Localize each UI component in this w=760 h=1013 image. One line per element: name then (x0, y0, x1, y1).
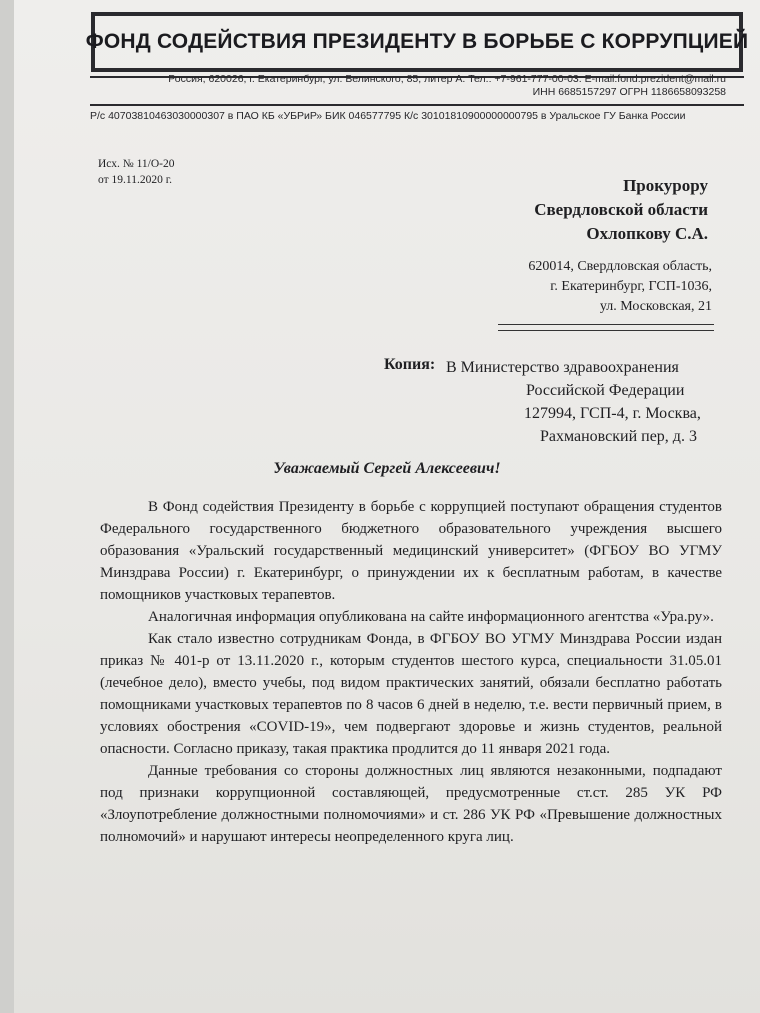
bank-rule (90, 104, 744, 106)
reference-number: Исх. № 11/О-20 (98, 158, 175, 170)
organization-title: ФОНД СОДЕЙСТВИЯ ПРЕЗИДЕНТУ В БОРЬБЕ С КОРРУПЦИЕЙ (85, 30, 749, 53)
outgoing-reference (98, 156, 175, 188)
copy-line: Рахмановский пер, д. 3 (540, 428, 697, 445)
letterhead-frame (85, 12, 749, 72)
letter-body (100, 496, 722, 848)
recipient-address-line: ул. Московская, 21 (599, 299, 712, 314)
address-double-rule (498, 324, 714, 331)
organization-registration-ids: ИНН 6685157297 ОГРН 1186658093258 (532, 86, 726, 98)
copy-line: В Министерство здравоохранения (446, 359, 679, 376)
letter-page (14, 0, 760, 1013)
bank-details: Р/с 40703810463030000307 в ПАО КБ «УБРиР» БИК 046577795 К/с 30101810900000000795 в Уральское ГУ Банка России (90, 110, 686, 122)
salutation: Уважаемый Сергей Алексеевич! (273, 460, 501, 477)
recipient-region: Свердловской области (534, 200, 708, 219)
reference-date: от 19.11.2020 г. (98, 174, 172, 186)
body-paragraph: Данные требования со стороны должностных лиц являются незаконными, подпадают под признаки коррупционной составляющей, предусмотренные ст.ст. 285 УК РФ «Злоупотребление должностными полномочиями» и ст. 286 УК РФ «Превышение должностных полномочий» и нарушают интересы неопределенного круга лиц. (100, 763, 722, 845)
copy-line: 127994, ГСП-4, г. Москва, (524, 405, 701, 422)
recipient-address (528, 257, 712, 317)
copy-line: Российской Федерации (526, 382, 685, 399)
recipient-address-line: г. Екатеринбург, ГСП-1036, (550, 279, 712, 294)
organization-contacts (168, 73, 726, 99)
recipient-address-line: 620014, Свердловская область, (528, 259, 712, 274)
recipient-block (534, 174, 708, 246)
copy-label: Копия: (384, 356, 436, 373)
recipient-name: Охлопкову С.А. (586, 224, 708, 243)
copy-recipient (446, 356, 701, 448)
body-paragraph: В Фонд содействия Президенту в борьбе с коррупцией поступают обращения студентов Федерального государственного бюджетного образовательного учреждения высшего образования «Уральский государственный медицинский университет» (ФГБОУ ВО УГМУ Минздрава России) г. Екатеринбург, о принуждении их к бесплатным работам, в качестве помощников участковых терапевтов. (100, 499, 722, 603)
body-paragraph: Как стало известно сотрудникам Фонда, в ФГБОУ ВО УГМУ Минздрава России издан приказ № 401-р от 13.11.2020 г., которым студентов шестого курса, специальности 31.05.01 (лечебное дело), вместо учебы, под видом практических занятий, обязали бесплатно работать помощниками участковых терапевтов по 8 часов 6 дней в неделю, т.е. вести первичный прием, в условиях обострения «COVID-19», чем подвергают здоровье и жизнь студентов, реальной опасности. Согласно приказу, такая практика продлится до 11 января 2021 года. (100, 631, 722, 757)
recipient-position: Прокурору (623, 176, 708, 195)
organization-address: Россия, 620026, г. Екатеринбург, ул. Белинского, 85, литер А. Тел.: +7-961-777-00-03. E-mail:fond.prezident@mail.ru (168, 73, 726, 85)
body-paragraph: Аналогичная информация опубликована на сайте информационного агентства «Ура.ру». (148, 609, 714, 625)
